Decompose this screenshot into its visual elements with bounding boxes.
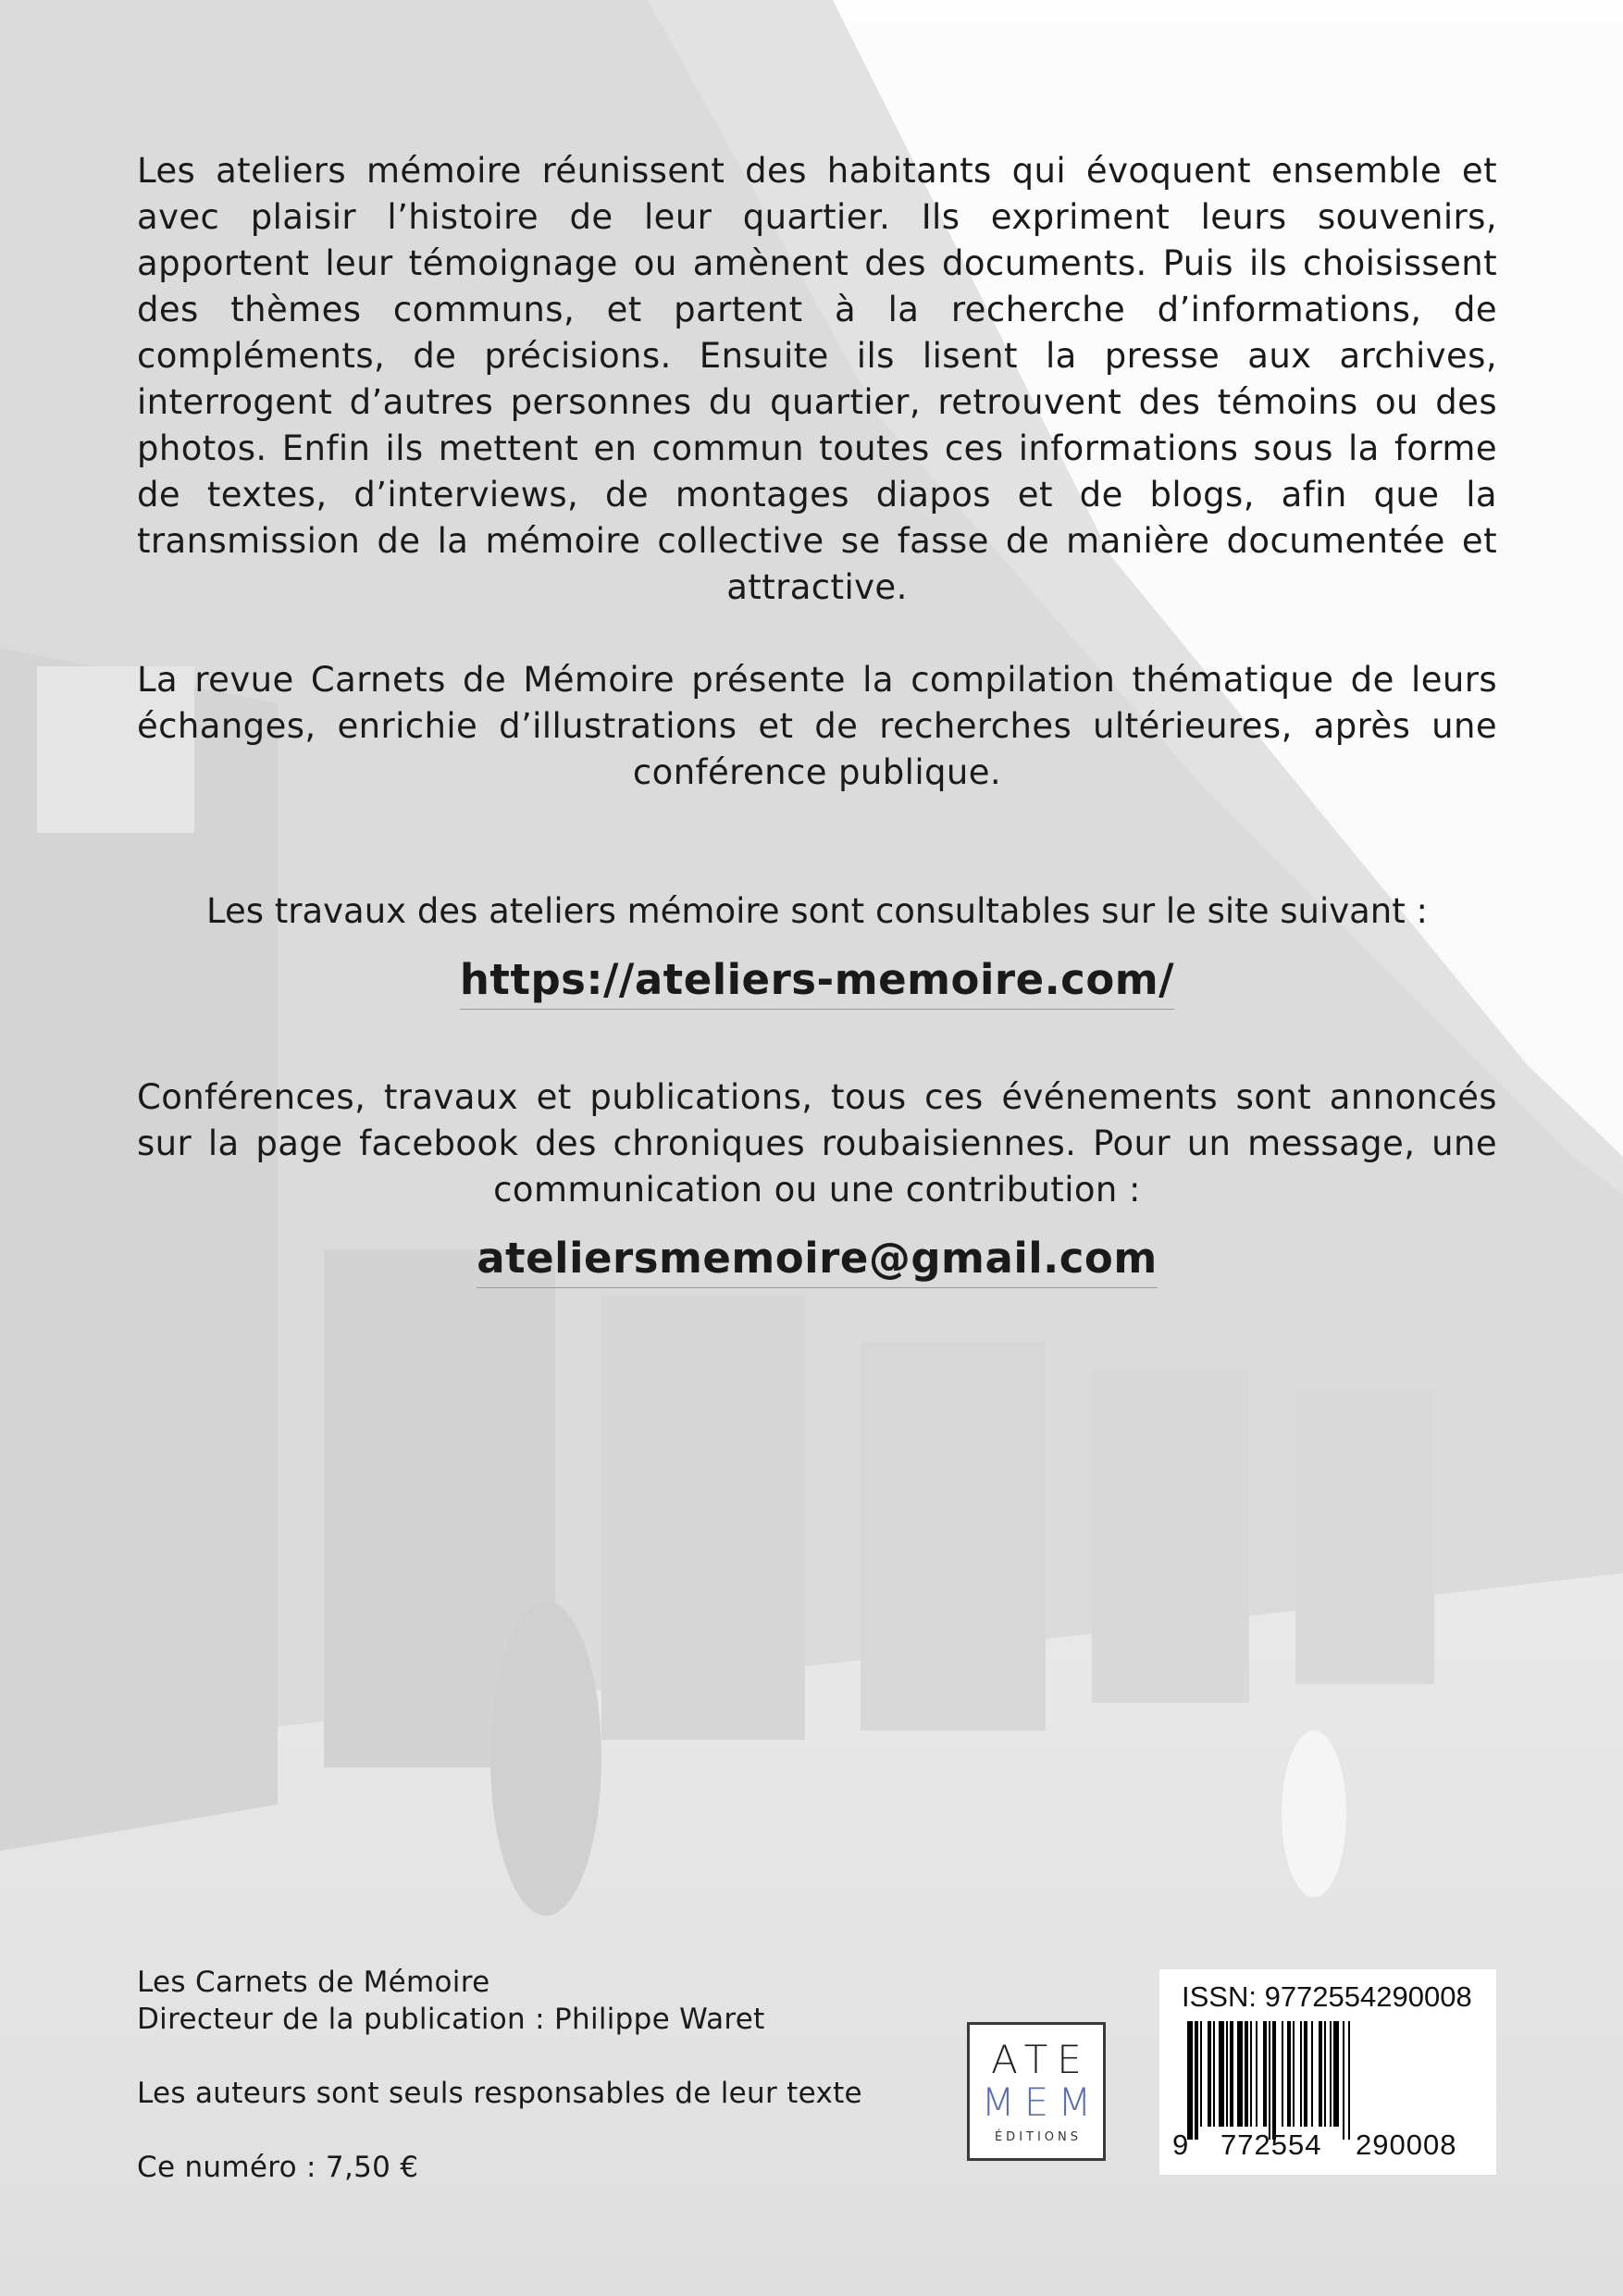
main-text-block	[137, 148, 1497, 1288]
barcode-bar	[1230, 2021, 1233, 2127]
contact-paragraph: Conférences, travaux et publications, tous ces événements sont annoncés sur la page facebook des chroniques roubaisiennes. Pour un message, une communication ou une contribution :	[137, 1077, 1497, 1210]
barcode-bar	[1256, 2021, 1258, 2127]
publication-director: Directeur de la publication : Philippe Waret	[137, 2003, 765, 2036]
logo-line-editions: ÉDITIONS	[994, 2130, 1083, 2144]
website-link[interactable]: https://ateliers-memoire.com/	[460, 953, 1174, 1010]
barcode-bar	[1237, 2021, 1243, 2127]
barcode-bar	[1213, 2021, 1215, 2127]
authors-disclaimer: Les auteurs sont seuls responsables de leur texte	[137, 2077, 862, 2110]
barcode-bar	[1195, 2021, 1198, 2140]
barcode-bar	[1293, 2021, 1295, 2127]
barcode-bar	[1330, 2021, 1332, 2127]
issn-barcode	[1159, 1969, 1496, 2175]
barcode-right-digits: 290008	[1356, 2128, 1457, 2161]
email-link[interactable]: ateliersmemoire@gmail.com	[477, 1232, 1158, 1288]
publication-name: Les Carnets de Mémoire	[137, 1966, 490, 1999]
barcode-bar	[1287, 2021, 1291, 2127]
revue-paragraph: La revue Carnets de Mémoire présente la compilation thématique de leurs échanges, enrichie d’illustrations et de recherches ultérieures, après une conférence publique.	[137, 660, 1497, 792]
barcode-bar	[1250, 2021, 1252, 2127]
issn-label: ISSN: 9772554290008	[1182, 1980, 1472, 2013]
barcode-left-digits: 772554	[1220, 2128, 1322, 2161]
logo-line-mem: MEM	[981, 2079, 1101, 2125]
barcode-bar	[1343, 2021, 1344, 2140]
barcode-bar	[1245, 2021, 1248, 2127]
barcode-bar	[1348, 2021, 1350, 2140]
barcode-bar	[1269, 2021, 1270, 2140]
barcode-bar	[1272, 2021, 1276, 2140]
barcode-bar	[1263, 2021, 1267, 2127]
barcode-bar	[1200, 2021, 1202, 2127]
barcode-bar	[1282, 2021, 1283, 2127]
barcode-first-digit: 9	[1172, 2128, 1189, 2161]
barcode-bar	[1219, 2021, 1224, 2127]
issue-price: Ce numéro : 7,50 €	[137, 2151, 419, 2184]
barcode-bar	[1319, 2021, 1322, 2127]
barcode-bars	[1180, 2021, 1476, 2140]
intro-paragraph: Les ateliers mémoire réunissent des habitants qui évoquent ensemble et avec plaisir l’histoire de leur quartier. Ils expriment leurs souvenirs, apportent leur témoignage ou amènent des documents. Puis ils choisissent des thèmes communs, et partent à la recherche d’informations, de compléments, de précisions. Ensuite ils lisent la presse aux archives, interrogent d’autres personnes du quartier, retrouvent des témoins ou des photos. Enfin ils mettent en commun toutes ces informations sous la forme de textes, d’interviews, de montages diapos et de blogs, afin que la transmission de la mémoire collective se fasse de manière documentée et attractive.	[137, 151, 1497, 607]
atemem-editions-logo	[967, 2022, 1106, 2161]
barcode-bar	[1226, 2021, 1228, 2127]
logo-line-ate: ATE	[991, 2037, 1091, 2082]
site-intro: Les travaux des ateliers mémoire sont consultables sur le site suivant :	[205, 891, 1428, 931]
barcode-bar	[1208, 2021, 1211, 2127]
barcode-bar	[1187, 2021, 1193, 2140]
barcode-bar	[1333, 2021, 1339, 2127]
barcode-bar	[1324, 2021, 1326, 2127]
barcode-bar	[1311, 2021, 1313, 2127]
barcode-bar	[1304, 2021, 1307, 2127]
barcode-bar	[1300, 2021, 1302, 2127]
